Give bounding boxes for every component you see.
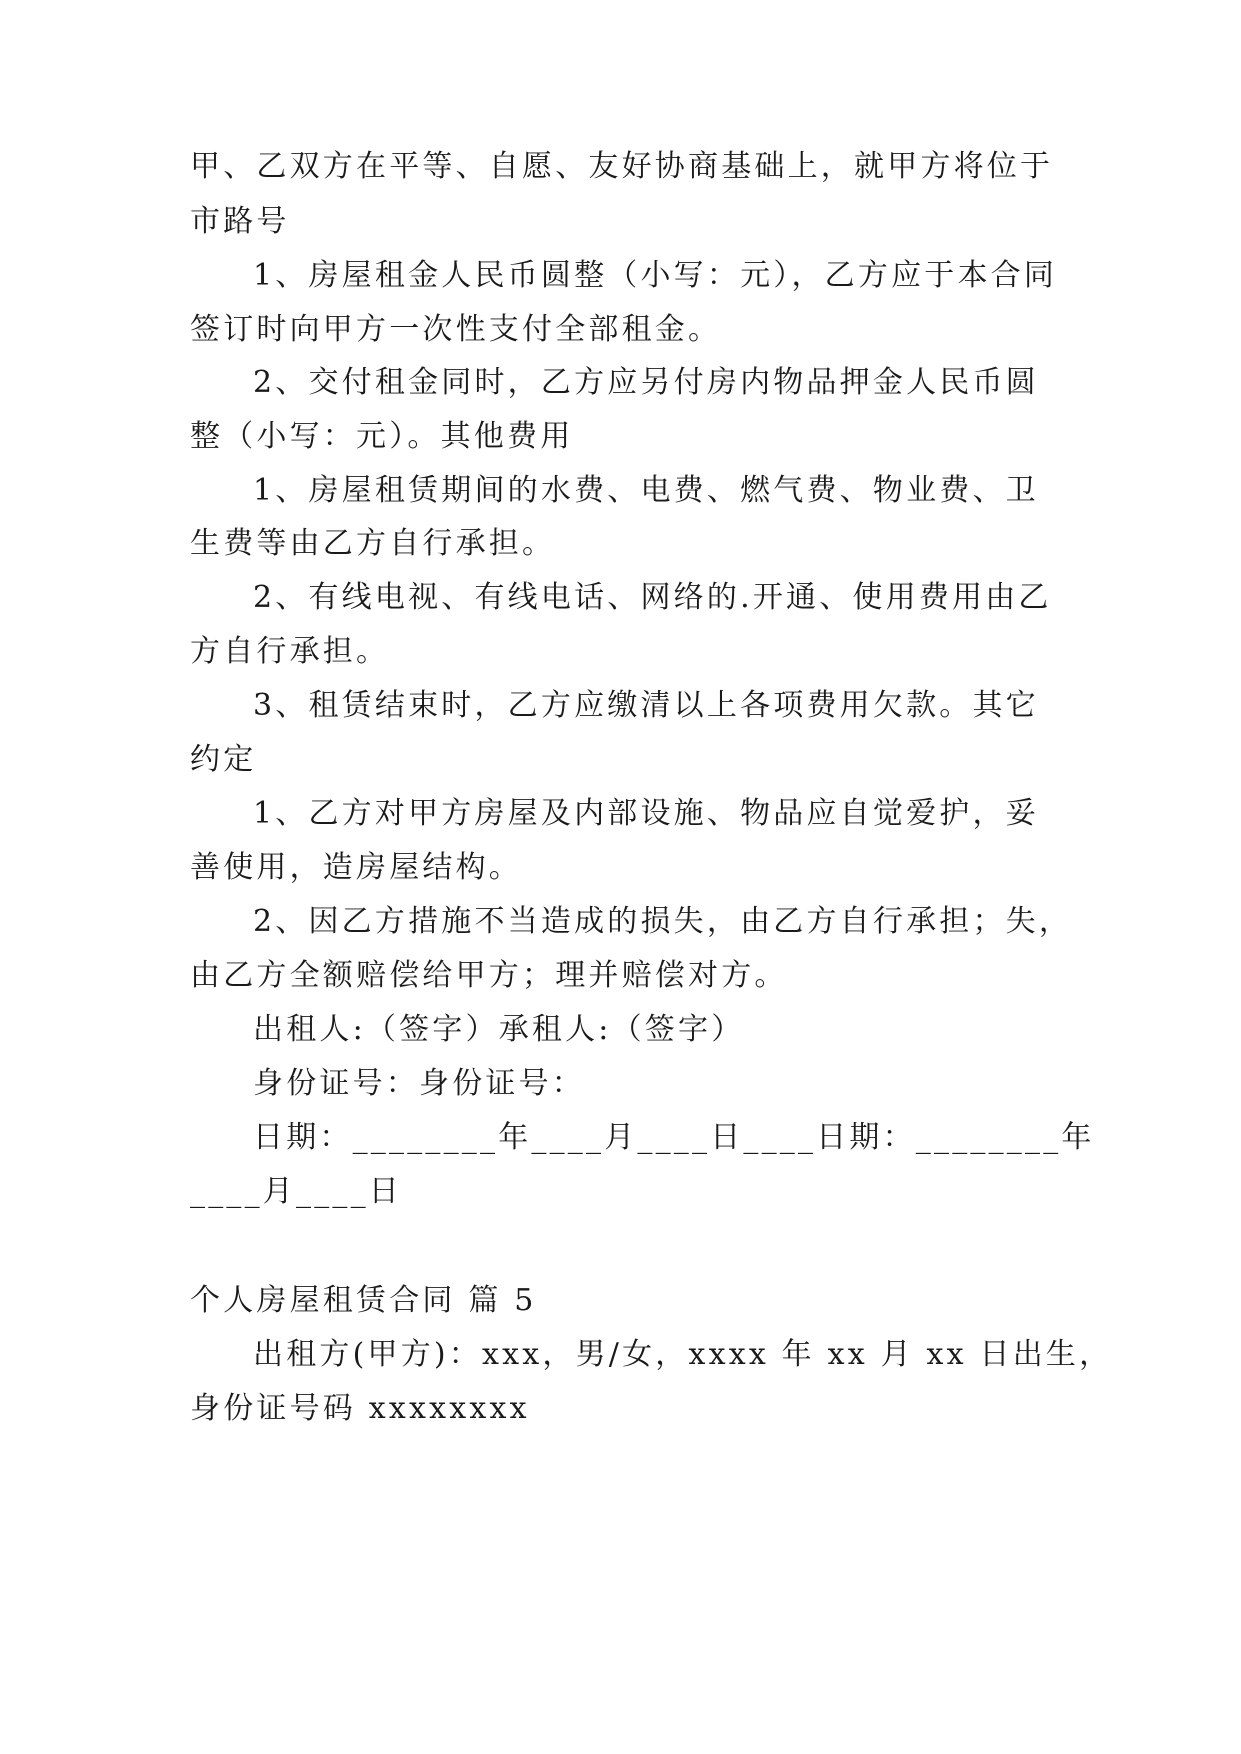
fee-clause-1-line-1: 1、房屋租赁期间的水费、电费、燃气费、物业费、卫 [253, 473, 1039, 508]
paragraph-intro-line-1: 甲、乙双方在平等、自愿、友好协商基础上，就甲方将位于 [190, 149, 1054, 184]
date-line-1: 日期：________年____月____日____日期：________年 [253, 1120, 1095, 1155]
paragraph-intro-line-2: 市路号 [190, 204, 290, 239]
signature-line: 出租人:（签字）承租人:（签字） [253, 1012, 745, 1047]
rent-clause-1-line-1: 1、房屋租金人民币圆整（小写：元），乙方应于本合同 [253, 258, 1058, 293]
fee-clause-2-line-1: 2、有线电视、有线电话、网络的.开通、使用费用由乙 [253, 580, 1052, 615]
fee-clause-3-line-1: 3、租赁结束时，乙方应缴清以上各项费用欠款。其它 [253, 688, 1039, 723]
other-clause-1-line-1: 1、乙方对甲方房屋及内部设施、物品应自觉爱护，妥 [253, 796, 1039, 831]
date-line-2: ____月____日 [190, 1174, 402, 1209]
other-clause-2-line-2: 由乙方全额赔偿给甲方；理并赔偿对方。 [190, 958, 788, 993]
fee-clause-3-line-2: 约定 [190, 742, 257, 777]
rent-clause-2-line-2: 整（小写：元）。其他费用 [190, 419, 574, 454]
lessor-info-line-2: 身份证号码 xxxxxxxx [190, 1391, 530, 1426]
rent-clause-2-line-1: 2、交付租金同时，乙方应另付房内物品押金人民币圆 [253, 365, 1039, 400]
lessor-info-line-1: 出租方(甲方)：xxx，男/女，xxxx 年 xx 月 xx 日出生， [253, 1337, 1113, 1372]
rent-clause-1-line-2: 签订时向甲方一次性支付全部租金。 [190, 312, 722, 347]
other-clause-2-line-1: 2、因乙方措施不当造成的损失，由乙方自行承担；失， [253, 904, 1073, 939]
fee-clause-1-line-2: 生费等由乙方自行承担。 [190, 526, 556, 561]
section-heading: 个人房屋租赁合同 篇 5 [190, 1283, 537, 1318]
fee-clause-2-line-2: 方自行承担。 [190, 634, 390, 669]
other-clause-1-line-2: 善使用，造房屋结构。 [190, 850, 522, 885]
id-number-line: 身份证号：身份证号： [253, 1066, 585, 1101]
